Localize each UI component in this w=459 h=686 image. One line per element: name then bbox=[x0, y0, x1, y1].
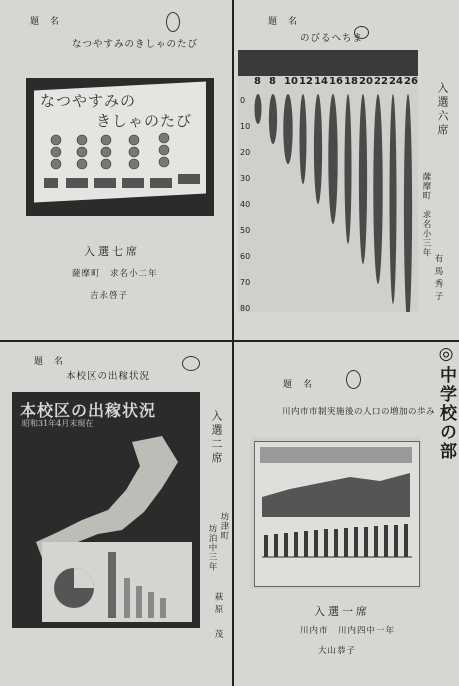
panel-2-name: 有馬秀子 bbox=[433, 254, 443, 304]
panel-2-photo bbox=[238, 50, 418, 312]
panel-2-gourd bbox=[255, 94, 262, 124]
panel-2-award: 入選六席 bbox=[436, 82, 449, 138]
panel-1-label: 題 名 bbox=[30, 17, 61, 27]
panel-2-axis-tick: 70 bbox=[240, 278, 251, 287]
panel-2-check-mark bbox=[354, 26, 369, 39]
panel-2-top-number: 22 bbox=[374, 76, 388, 87]
panel-3-title: 本校区の出稼状況 bbox=[66, 371, 151, 382]
panel-4-check-mark bbox=[346, 370, 361, 389]
panel-2-axis-tick: 80 bbox=[240, 304, 251, 312]
panel-3-label: 題 名 bbox=[34, 357, 65, 367]
panel-2-top-number: 20 bbox=[359, 76, 373, 87]
panel-4-school: 川内市 川内四中一年 bbox=[300, 626, 396, 636]
panel-4-section-heading: ◎中学校の部 bbox=[436, 344, 456, 461]
panel-2-label: 題 名 bbox=[268, 17, 299, 27]
panel-2-top-number: 26 bbox=[404, 76, 418, 87]
panel-2-axis-tick: 0 bbox=[240, 96, 246, 105]
panel-2-gourd bbox=[269, 94, 277, 144]
panel-2-gourd bbox=[373, 94, 382, 284]
panel-1-school: 薩摩町 求名小二年 bbox=[72, 269, 158, 279]
panel-2-gourd bbox=[328, 94, 337, 224]
panel-2-gourd bbox=[359, 94, 367, 264]
panel-3-photo bbox=[12, 392, 200, 628]
panel-2-top-number: 18 bbox=[344, 76, 358, 87]
panel-3-award: 入選二席 bbox=[210, 410, 223, 466]
divider-horizontal bbox=[0, 340, 459, 342]
divider-vertical-top bbox=[232, 0, 234, 340]
panel-1-photo-text-1: なつやすみの bbox=[40, 92, 137, 110]
panel-4-title: 川内市市制実施後の人口の増加の歩み bbox=[282, 407, 436, 417]
panel-3-name: 萩原 茂 bbox=[213, 592, 223, 642]
panel-2-school: 薩摩町 求名小三年 bbox=[421, 172, 431, 258]
panel-2-top-number: 10 bbox=[284, 76, 298, 87]
panel-2-gourd-bars bbox=[238, 50, 418, 312]
panel-1-award: 入選七席 bbox=[84, 245, 140, 258]
panel-3-school: 坊泊中三年 bbox=[207, 524, 217, 572]
panel-2-top-number: 8 bbox=[269, 76, 276, 87]
panel-2-top-number: 8 bbox=[254, 76, 261, 87]
panel-2-axis-tick: 10 bbox=[240, 122, 251, 131]
panel-2-gourd bbox=[390, 94, 397, 304]
panel-2-axis-tick: 20 bbox=[240, 148, 251, 157]
panel-2-top-number: 16 bbox=[329, 76, 343, 87]
panel-2-axis-tick: 50 bbox=[240, 226, 251, 235]
panel-1-name: 吉永啓子 bbox=[90, 291, 129, 301]
panel-4-label: 題 名 bbox=[283, 380, 314, 390]
panel-2-gourd bbox=[314, 94, 322, 204]
panel-4-photo-chart bbox=[250, 437, 422, 589]
panel-4-name: 大山恭子 bbox=[318, 646, 357, 656]
panel-4-award: 入選一席 bbox=[314, 605, 370, 618]
panel-2-title: のびるへちま bbox=[300, 33, 364, 44]
panel-1-photo-figures bbox=[26, 78, 214, 216]
panel-2-gourd bbox=[345, 94, 352, 244]
panel-3-school-town: 坊津町 bbox=[219, 512, 229, 541]
panel-2-axis-tick: 60 bbox=[240, 252, 251, 261]
panel-3-photo-subtitle: 昭和31年4月末現在 bbox=[22, 419, 94, 428]
panel-2-top-number: 14 bbox=[314, 76, 328, 87]
panel-2-top-number: 24 bbox=[389, 76, 403, 87]
panel-2-axis-tick: 40 bbox=[240, 200, 251, 209]
panel-1-check-mark bbox=[166, 12, 180, 32]
panel-3-photo-title: 本校区の出稼状況 bbox=[20, 401, 157, 420]
panel-2-gourd bbox=[300, 94, 307, 184]
panel-3-check-mark bbox=[182, 356, 200, 371]
panel-4-photo bbox=[250, 437, 422, 589]
divider-vertical-bottom bbox=[232, 340, 234, 686]
panel-3-photo-map bbox=[12, 392, 200, 628]
panel-2-axis-tick: 30 bbox=[240, 174, 251, 183]
panel-2-gourd bbox=[404, 94, 412, 312]
panel-2-gourd bbox=[283, 94, 292, 164]
panel-2-top-number: 12 bbox=[299, 76, 313, 87]
panel-1-title: なつやすみのきしゃのたび bbox=[72, 39, 199, 50]
panel-1-photo-text-2: きしゃのたび bbox=[96, 112, 193, 130]
panel-1-photo bbox=[26, 78, 214, 216]
